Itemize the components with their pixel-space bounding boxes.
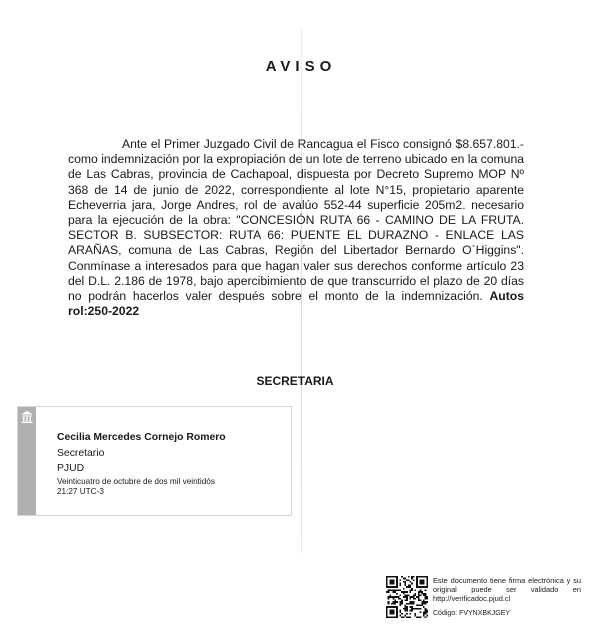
qr-code-icon bbox=[386, 576, 428, 618]
document-title: AVISO bbox=[265, 58, 337, 75]
notice-text: Ante el Primer Juzgado Civil de Rancagua el Fisco consignó $8.657.801.- como indemnización por la expropiación de un lote de terreno ubicado en la comuna de Las Cabras, provincia de Cachapoal, dispuesta por Decreto Supremo MOP Nº 368 de 14 de junio de 2022, correspondiente al lote N°15, propietario aparente Echeverria jara, Jorge Andres, rol de avalúo 552-44 superficie 205m2. necesario para la ejecución de la obra: "CONCESIÓN RUTA 66 - CAMINO DE LA FRUTA. SECTOR B. SUBSECTOR: RUTA 66: PUENTE EL DURAZNO - ENLACE LAS ARAÑAS, comuna de Las Cabras, Región del Libertador Bernardo O`Higgins". Conmínase a interesados para que hagan valer sus derechos conforme artículo 23 del D.L. 2.186 de 1978, bajo apercibimiento de que transcurrido el plazo de 20 días no podrán hacerlos valer después sobre el monto de la indemnización. bbox=[68, 137, 524, 304]
signature-strip bbox=[18, 407, 36, 515]
signer-role: Secretario bbox=[57, 448, 105, 459]
court-building-icon bbox=[20, 410, 34, 424]
signature-box bbox=[17, 406, 292, 516]
verification-code: Código: FVYNXBKJGEY bbox=[433, 610, 511, 617]
signature-date bbox=[57, 477, 277, 496]
verification-note: Este documento tiene firma electrónica y su original puede ser validado en http://verificadoc.pjud.cl bbox=[433, 576, 581, 603]
notice-body bbox=[68, 137, 524, 319]
signer-organization: PJUD bbox=[57, 463, 85, 474]
section-heading: SECRETARIA bbox=[256, 374, 334, 388]
case-number: Autos rol:250-2022 bbox=[68, 289, 524, 319]
signature-date-text: Veinticuatro de octubre de dos mil veintidós bbox=[57, 477, 215, 486]
signature-time: 21:27 UTC-3 bbox=[57, 486, 104, 496]
signer-name: Cecilia Mercedes Cornejo Romero bbox=[57, 432, 226, 443]
